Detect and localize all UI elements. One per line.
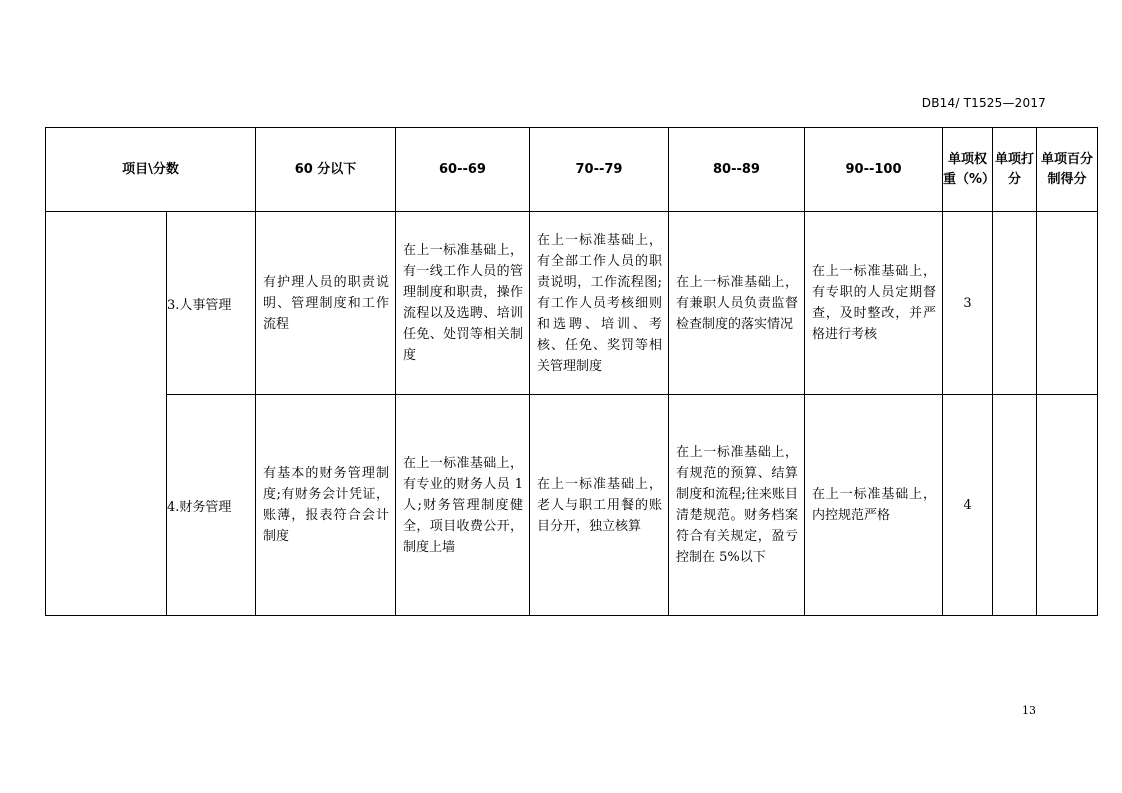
criteria-90-100 [805,212,943,395]
criteria-70-79 [530,212,669,395]
table-header-row [46,128,1098,212]
scoring-table [45,127,1098,616]
criteria-below-60 [256,395,396,616]
criteria-text: 在上一标准基础上，有兼职人员负责监督检查制度的落实情况 [676,274,798,332]
weight-value: 3 [943,212,993,395]
criteria-text: 有基本的财务管理制度;有财务会计凭证，账薄，报表符合会计制度 [263,466,389,544]
criteria-text: 在上一标准基础上，有专职的人员定期督查，及时整改，并严格进行考核 [812,264,936,342]
criteria-60-69 [396,212,530,395]
percent-score-cell[interactable] [1037,395,1098,616]
score-input-cell[interactable] [993,395,1037,616]
item-name: 4.财务管理 [167,395,256,616]
criteria-text: 有护理人员的职责说明、管理制度和工作流程 [263,274,389,332]
percent-score-cell[interactable] [1037,212,1098,395]
criteria-below-60 [256,212,396,395]
criteria-70-79 [530,395,669,616]
criteria-text: 在上一标准基础上，有规范的预算、结算制度和流程;往来账目清楚规范。财务档案符合有关规定，盈亏控制在 5%以下 [676,445,798,565]
document-code: DB14/ T1525—2017 [921,96,1046,110]
table-row [46,212,1098,395]
page-number: 13 [1022,704,1036,717]
criteria-text: 在上一标准基础上，有专业的财务人员 1 人;财务管理制度健全，项目收费公开，制度上墙 [403,455,523,555]
header-80-89: 80--89 [669,128,805,212]
criteria-text: 在上一标准基础上，有全部工作人员的职责说明，工作流程图;有工作人员考核细则和选聘、培训、考核、任免、奖罚等相关管理制度 [537,232,662,374]
header-90-100: 90--100 [805,128,943,212]
header-60-69: 60--69 [396,128,530,212]
header-weight: 单项权重（%） [943,128,993,212]
criteria-text: 在上一标准基础上，内控规范严格 [812,487,936,523]
criteria-80-89 [669,212,805,395]
criteria-80-89 [669,395,805,616]
header-below-60: 60 分以下 [256,128,396,212]
header-score: 单项打分 [993,128,1037,212]
criteria-60-69 [396,395,530,616]
category-cell [46,212,167,616]
table-row [46,395,1098,616]
header-item-score: 项目\分数 [46,128,256,212]
criteria-text: 在上一标准基础上，老人与职工用餐的账目分开，独立核算 [537,476,662,534]
weight-value: 4 [943,395,993,616]
score-input-cell[interactable] [993,212,1037,395]
header-70-79: 70--79 [530,128,669,212]
criteria-90-100 [805,395,943,616]
header-percent-score: 单项百分制得分 [1037,128,1098,212]
criteria-text: 在上一标准基础上，有一线工作人员的管理制度和职责，操作流程以及选聘、培训任免、处罚等相关制度 [403,243,523,363]
item-name: 3.人事管理 [167,212,256,395]
